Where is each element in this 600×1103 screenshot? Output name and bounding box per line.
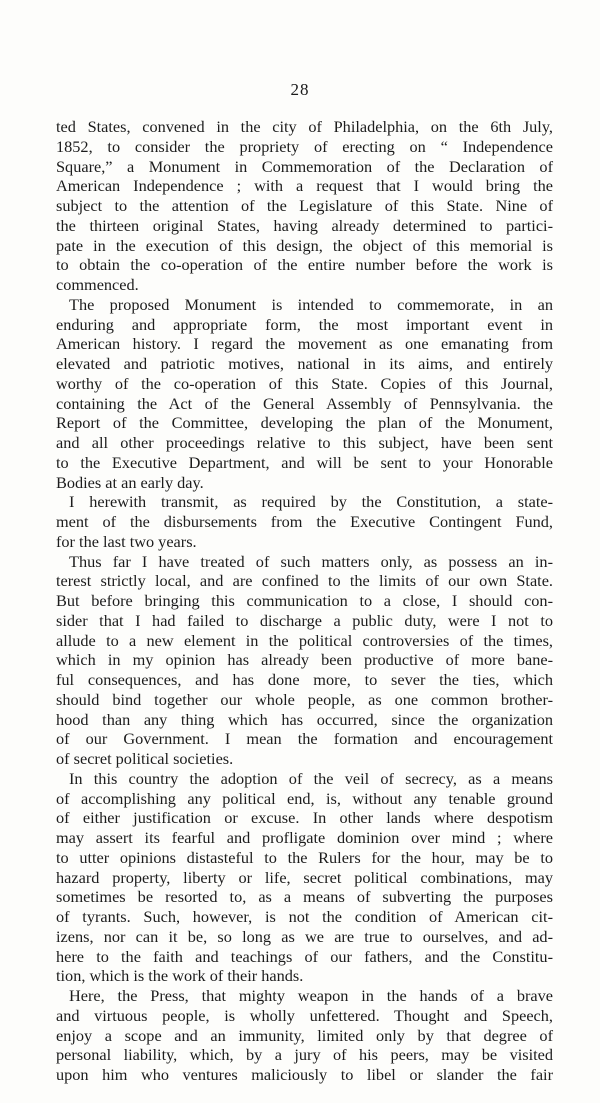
text-line: the thirteen original States, having already determined to partici- (56, 215, 553, 235)
text-line: hazard property, liberty or life, secret political combinations, may (56, 867, 553, 887)
body-text (56, 117, 553, 1085)
text-line: which in my opinion has already been productive of more bane- (56, 650, 553, 670)
text-line: subject to the attention of the Legislature of this State. Nine of (56, 196, 553, 215)
text-line: hood than any thing which has occurred, since the organization (56, 709, 553, 729)
text-line: terest strictly local, and are confined to the limits of our own State. (56, 571, 553, 591)
text-line: I herewith transmit, as required by the Constitution, a state- (69, 492, 553, 512)
text-line: should bind together our whole people, as one common brother- (56, 689, 553, 709)
text-line: elevated and patriotic motives, national in its aims, and entirely (56, 354, 553, 373)
text-line: of tyrants. Such, however, is not the condition of American cit- (56, 907, 553, 926)
text-line: ted States, convened in the city of Philadelphia, on the 6th July, (56, 117, 553, 136)
text-line: pate in the execution of this design, the object of this memorial is (56, 235, 553, 255)
text-line: enduring and appropriate form, the most important event in (56, 314, 553, 334)
text-line: American Independence ; with a request that I would bring the (56, 176, 553, 196)
text-line: may assert its fearful and profligate dominion over mind ; where (56, 828, 553, 847)
text-line: to the Executive Department, and will be sent to your Honorable (56, 452, 553, 472)
text-line: personal liability, which, by a jury of his peers, may be visited (56, 1045, 553, 1065)
text-line: Report of the Committee, developing the plan of the Monument, (56, 413, 553, 433)
text-line: worthy of the co-operation of this State. Copies of this Journal, (56, 373, 553, 393)
text-line: and all other proceedings relative to this subject, have been sent (56, 433, 553, 452)
text-line: But before bringing this communication to a close, I should con- (56, 591, 553, 610)
text-line: to utter opinions distasteful to the Rulers for the hour, may be to (56, 847, 553, 867)
text-line: of our Government. I mean the formation and encouragement (56, 729, 553, 749)
text-line: upon him who ventures maliciously to libel or slander the fair (56, 1065, 553, 1084)
text-line: sometimes be resorted to, as a means of subverting the purposes (56, 887, 553, 907)
text-line: ment of the disbursements from the Executive Contingent Fund, (56, 512, 553, 531)
text-line: here to the faith and teachings of our fathers, and the Constitu- (56, 946, 553, 966)
text-line: for the last two years. (56, 531, 197, 551)
text-line: containing the Act of the General Assembly of Pennsylvania. the (56, 393, 553, 413)
text-line: to obtain the co-operation of the entire number before the work is (56, 255, 553, 275)
text-line: sider that I had failed to discharge a public duty, were I not to (56, 610, 553, 630)
text-line: of accomplishing any political end, is, without any tenable ground (56, 788, 553, 808)
text-line: izens, nor can it be, so long as we are true to ourselves, and ad- (56, 926, 553, 946)
text-line: allude to a new element in the political controversies of the times, (56, 630, 553, 650)
text-line: Here, the Press, that mighty weapon in the hands of a brave (69, 986, 553, 1005)
text-line: and virtuous people, is wholly unfettered. Thought and Speech, (56, 1005, 553, 1025)
text-line: In this country the adoption of the veil of secrecy, as a means (69, 768, 553, 788)
text-line: Thus far I have treated of such matters only, as possess an in- (69, 551, 553, 571)
text-line: 1852, to consider the propriety of erecting on “ Independence (56, 136, 553, 156)
text-line: The proposed Monument is intended to commemorate, in an (69, 294, 553, 314)
text-line: of secret political societies. (56, 749, 234, 768)
text-line: commenced. (56, 275, 139, 294)
text-line: American history. I regard the movement as one emanating from (56, 334, 553, 354)
text-line: tion, which is the work of their hands. (56, 966, 304, 986)
page-number: 28 (290, 80, 310, 99)
text-line: Square,” a Monument in Commemoration of the Declaration of (56, 156, 553, 176)
text-line: Bodies at an early day. (56, 472, 204, 492)
text-line: of either justification or excuse. In other lands where despotism (56, 808, 553, 828)
text-line: enjoy a scope and an immunity, limited only by that degree of (56, 1025, 553, 1045)
text-line: ful consequences, and has done more, to sever the ties, which (56, 670, 553, 689)
